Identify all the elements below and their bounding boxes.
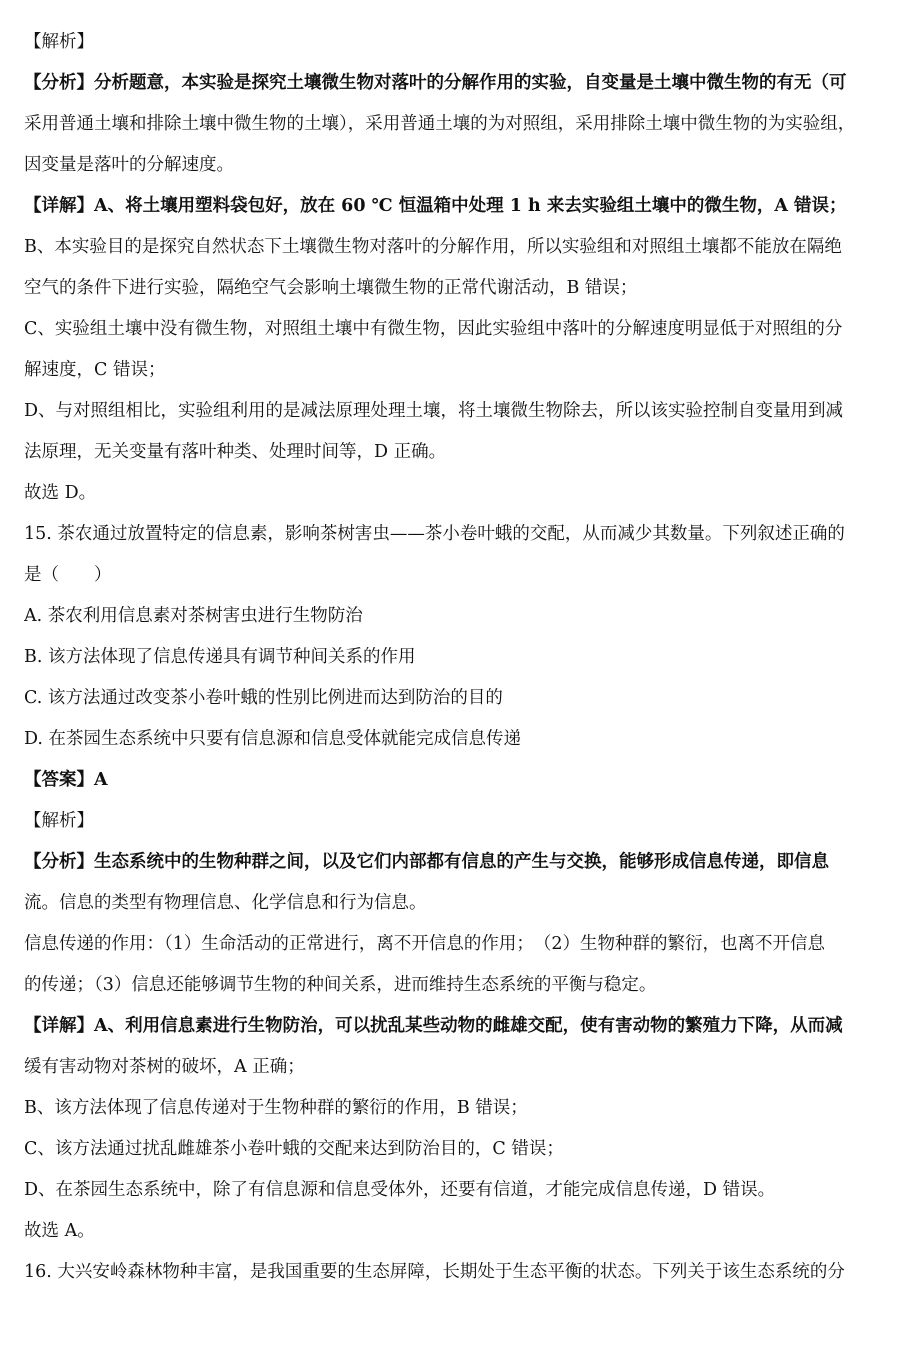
section-label-analysis: 【解析】 xyxy=(24,32,94,52)
section-label-analysis: 【解析】 xyxy=(24,811,94,831)
detail-text: C、该方法通过扰乱雌雄茶小卷叶蛾的交配来达到防治目的，C 错误； xyxy=(24,1139,564,1159)
detail-text: D、与对照组相比，实验组利用的是减法原理处理土壤，将土壤微生物除去，所以该实验控制自变量用到减 xyxy=(24,401,844,421)
question-15-option-d: D. 在茶园生态系统中只要有信息源和信息受体就能完成信息传递 xyxy=(24,729,522,749)
detail-text: C、实验组土壤中没有微生物，对照组土壤中有微生物，因此实验组中落叶的分解速度明显低于对照组的分 xyxy=(24,319,843,339)
analysis-text: 采用普通土壤和排除土壤中微生物的土壤），采用普通土壤的为对照组，采用排除土壤中微生物的为实验组， xyxy=(24,114,856,134)
analysis-text: 【分析】生态系统中的生物种群之间，以及它们内部都有信息的产生与交换，能够形成信息传递，即信息 xyxy=(24,852,829,872)
analysis-text: 流。信息的类型有物理信息、化学信息和行为信息。 xyxy=(24,893,427,913)
analysis-text: 信息传递的作用：（1）生命活动的正常进行，离不开信息的作用； （2）生物种群的繁衍，也离不开信息 xyxy=(24,934,826,954)
question-15-option-b: B. 该方法体现了信息传递具有调节种间关系的作用 xyxy=(24,647,416,667)
question-15-stem: 15. 茶农通过放置特定的信息素，影响茶树害虫——茶小卷叶蛾的交配，从而减少其数量。下列叙述正确的 xyxy=(24,524,845,544)
conclusion-text: 故选 A。 xyxy=(24,1221,95,1241)
analysis-text: 因变量是落叶的分解速度。 xyxy=(24,155,234,175)
question-15-option-c: C. 该方法通过改变茶小卷叶蛾的性别比例进而达到防治的目的 xyxy=(24,688,503,708)
detail-text: D、在茶园生态系统中，除了有信息源和信息受体外，还要有信道，才能完成信息传递，D 错误。 xyxy=(24,1180,776,1200)
question-16-stem: 16. 大兴安岭森林物种丰富，是我国重要的生态屏障，长期处于生态平衡的状态。下列关于该生态系统的分 xyxy=(24,1262,845,1282)
question-15-answer: 【答案】A xyxy=(24,770,108,790)
detail-text: 缓有害动物对茶树的破坏，A 正确； xyxy=(24,1057,305,1077)
analysis-text: 的传递；（3）信息还能够调节生物的种间关系，进而维持生态系统的平衡与稳定。 xyxy=(24,975,657,995)
detail-text: B、该方法体现了信息传递对于生物种群的繁衍的作用，B 错误； xyxy=(24,1098,528,1118)
question-15-option-a: A. 茶农利用信息素对茶树害虫进行生物防治 xyxy=(24,606,363,626)
analysis-text: 【分析】分析题意，本实验是探究土壤微生物对落叶的分解作用的实验，自变量是土壤中微生物的有无（可 xyxy=(24,73,847,93)
detail-text: 解速度，C 错误； xyxy=(24,360,166,380)
conclusion-text: 故选 D。 xyxy=(24,483,97,503)
question-15-stem: 是（ ） xyxy=(24,565,112,585)
detail-text: 法原理，无关变量有落叶种类、处理时间等，D 正确。 xyxy=(24,442,447,462)
detail-text: 【详解】A、将土壤用塑料袋包好，放在 60 ℃ 恒温箱中处理 1 h 来去实验组土壤中的微生物，A 错误； xyxy=(24,196,847,216)
detail-text: 空气的条件下进行实验，隔绝空气会影响土壤微生物的正常代谢活动，B 错误； xyxy=(24,278,638,298)
detail-text: 【详解】A、利用信息素进行生物防治，可以扰乱某些动物的雌雄交配，使有害动物的繁殖力下降，从而减 xyxy=(24,1016,843,1036)
detail-text: B、本实验目的是探究自然状态下土壤微生物对落叶的分解作用，所以实验组和对照组土壤都不能放在隔绝 xyxy=(24,237,842,257)
